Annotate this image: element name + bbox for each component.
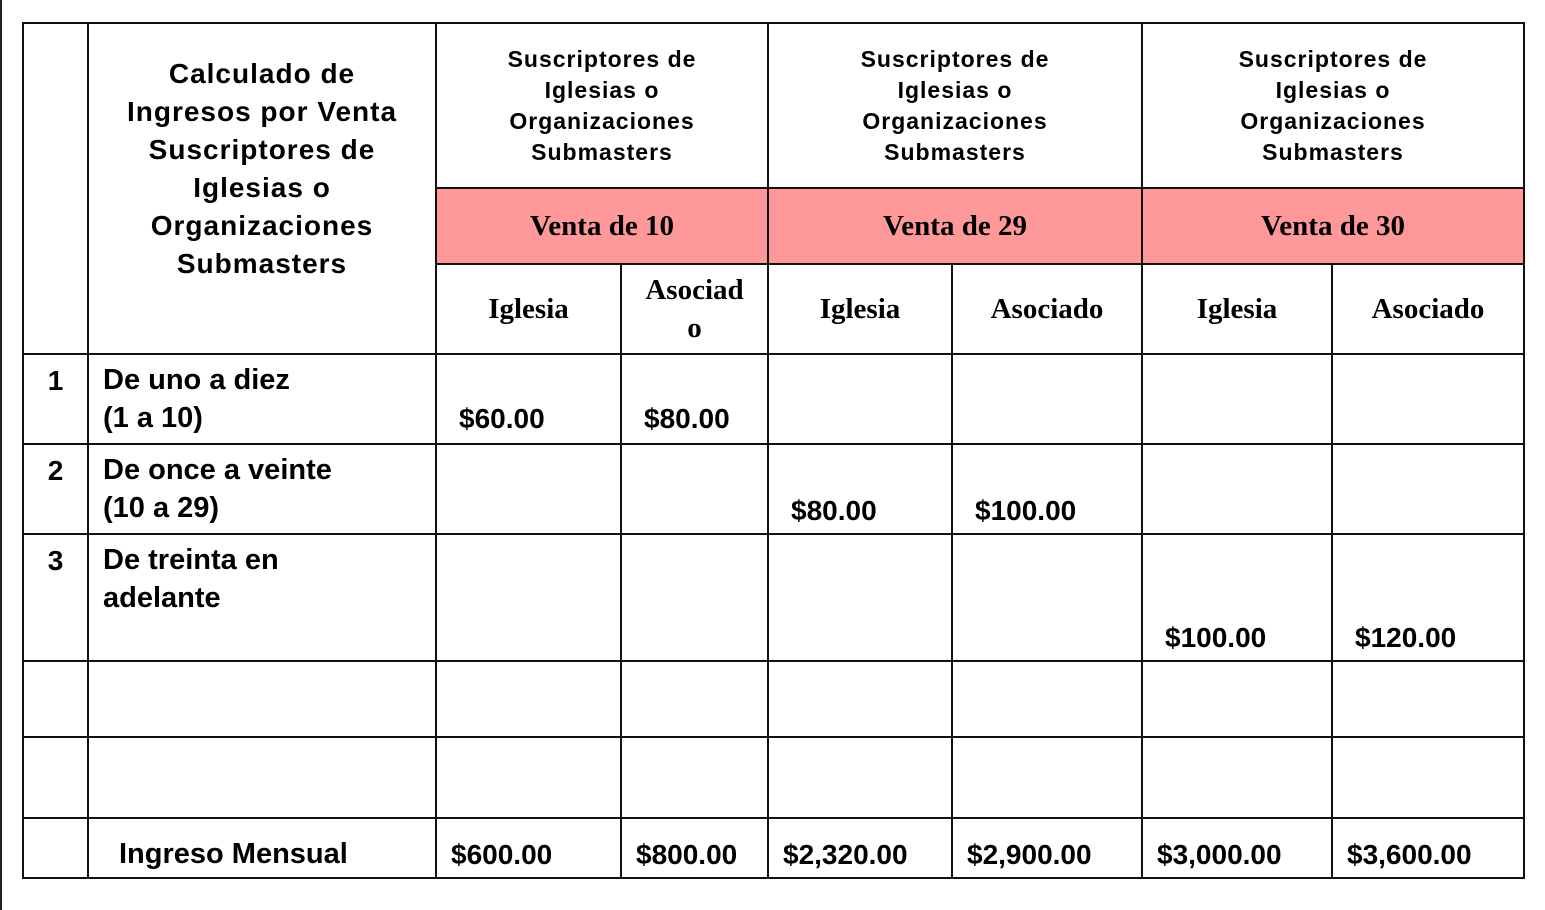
empty-cell bbox=[1332, 661, 1524, 737]
row-description bbox=[88, 444, 436, 534]
value-cell bbox=[1332, 444, 1524, 534]
value-cell bbox=[436, 444, 621, 534]
row-description-line: De once a veinte bbox=[103, 454, 332, 486]
empty-cell bbox=[621, 661, 768, 737]
sub-header-asociado bbox=[621, 264, 768, 354]
empty-cell bbox=[23, 737, 88, 818]
value-cell bbox=[621, 534, 768, 661]
value-cell bbox=[1332, 354, 1524, 444]
value-cell: $120.00 bbox=[1332, 534, 1524, 661]
sub-header-iglesia: Iglesia bbox=[1142, 264, 1332, 354]
main-header-line: Submasters bbox=[176, 247, 348, 279]
sub-header-asociado-line: Asociad bbox=[645, 274, 744, 306]
group-header-line: Iglesias o bbox=[897, 76, 1013, 103]
sub-header-asociado: Asociado bbox=[1332, 264, 1524, 354]
group-header-line: Suscriptores de bbox=[1238, 45, 1428, 72]
row-description-line: De treinta en bbox=[103, 544, 279, 576]
row-description bbox=[88, 354, 436, 444]
sub-header-iglesia: Iglesia bbox=[768, 264, 952, 354]
table-row bbox=[23, 354, 1524, 444]
sub-header-asociado-line: o bbox=[687, 312, 702, 344]
group-header-line: Suscriptores de bbox=[860, 45, 1050, 72]
table-row bbox=[23, 534, 1524, 661]
total-value: $3,600.00 bbox=[1332, 818, 1524, 878]
row-description-line: (1 a 10) bbox=[103, 402, 203, 434]
value-cell: $100.00 bbox=[1142, 534, 1332, 661]
group-header-line: Submasters bbox=[884, 138, 1026, 165]
total-value: $600.00 bbox=[436, 818, 621, 878]
empty-cell bbox=[436, 661, 621, 737]
group-header-line: Organizaciones bbox=[1240, 107, 1426, 134]
value-cell: $60.00 bbox=[436, 354, 621, 444]
value-cell bbox=[768, 354, 952, 444]
value-cell bbox=[768, 534, 952, 661]
table-row bbox=[23, 444, 1524, 534]
sale-header-10: Venta de 10 bbox=[436, 188, 768, 264]
group-header-line: Organizaciones bbox=[862, 107, 1048, 134]
row-description-line: adelante bbox=[103, 582, 221, 614]
total-value: $2,320.00 bbox=[768, 818, 952, 878]
empty-cell bbox=[952, 661, 1142, 737]
row-description-line: (10 a 29) bbox=[103, 492, 220, 524]
total-value: $2,900.00 bbox=[952, 818, 1142, 878]
group-header-line: Iglesias o bbox=[544, 76, 660, 103]
empty-cell bbox=[88, 737, 436, 818]
total-value: $800.00 bbox=[621, 818, 768, 878]
main-header-line: Iglesias o bbox=[193, 171, 331, 203]
value-cell bbox=[1142, 354, 1332, 444]
group-header-1 bbox=[436, 23, 768, 188]
empty-cell bbox=[1142, 737, 1332, 818]
value-cell: $80.00 bbox=[768, 444, 952, 534]
empty-cell bbox=[1332, 737, 1524, 818]
main-header-line: Calculado de bbox=[168, 57, 356, 89]
empty-cell bbox=[88, 661, 436, 737]
total-label: Ingreso Mensual bbox=[88, 818, 436, 878]
empty-cell bbox=[23, 661, 88, 737]
total-value: $3,000.00 bbox=[1142, 818, 1332, 878]
empty-cell bbox=[952, 737, 1142, 818]
empty-cell bbox=[436, 737, 621, 818]
row-number: 1 bbox=[23, 354, 88, 444]
empty-cell bbox=[768, 661, 952, 737]
group-header-line: Suscriptores de bbox=[507, 45, 697, 72]
page-left-edge bbox=[0, 0, 2, 910]
group-header-2 bbox=[768, 23, 1142, 188]
value-cell bbox=[1142, 444, 1332, 534]
corner-cell bbox=[23, 23, 88, 354]
sale-header-29: Venta de 29 bbox=[768, 188, 1142, 264]
value-cell bbox=[952, 354, 1142, 444]
income-table bbox=[22, 22, 1525, 879]
total-row bbox=[23, 818, 1524, 878]
value-cell bbox=[436, 534, 621, 661]
group-header-line: Submasters bbox=[531, 138, 673, 165]
row-description-line: De uno a diez bbox=[103, 364, 290, 396]
empty-cell bbox=[23, 818, 88, 878]
main-header-line: Ingresos por Venta bbox=[126, 95, 398, 127]
row-description bbox=[88, 534, 436, 661]
main-header bbox=[88, 23, 436, 354]
group-header-line: Organizaciones bbox=[509, 107, 695, 134]
value-cell bbox=[621, 444, 768, 534]
row-number: 2 bbox=[23, 444, 88, 534]
value-cell: $100.00 bbox=[952, 444, 1142, 534]
main-header-line: Organizaciones bbox=[150, 209, 374, 241]
main-header-line: Suscriptores de bbox=[148, 133, 376, 165]
value-cell: $80.00 bbox=[621, 354, 768, 444]
group-header-line: Submasters bbox=[1262, 138, 1404, 165]
sub-header-asociado: Asociado bbox=[952, 264, 1142, 354]
group-header-3 bbox=[1142, 23, 1524, 188]
empty-cell bbox=[1142, 661, 1332, 737]
sub-header-iglesia: Iglesia bbox=[436, 264, 621, 354]
sale-header-30: Venta de 30 bbox=[1142, 188, 1524, 264]
value-cell bbox=[952, 534, 1142, 661]
group-header-line: Iglesias o bbox=[1275, 76, 1391, 103]
empty-row bbox=[23, 737, 1524, 818]
empty-cell bbox=[621, 737, 768, 818]
empty-row bbox=[23, 661, 1524, 737]
row-number: 3 bbox=[23, 534, 88, 661]
empty-cell bbox=[768, 737, 952, 818]
